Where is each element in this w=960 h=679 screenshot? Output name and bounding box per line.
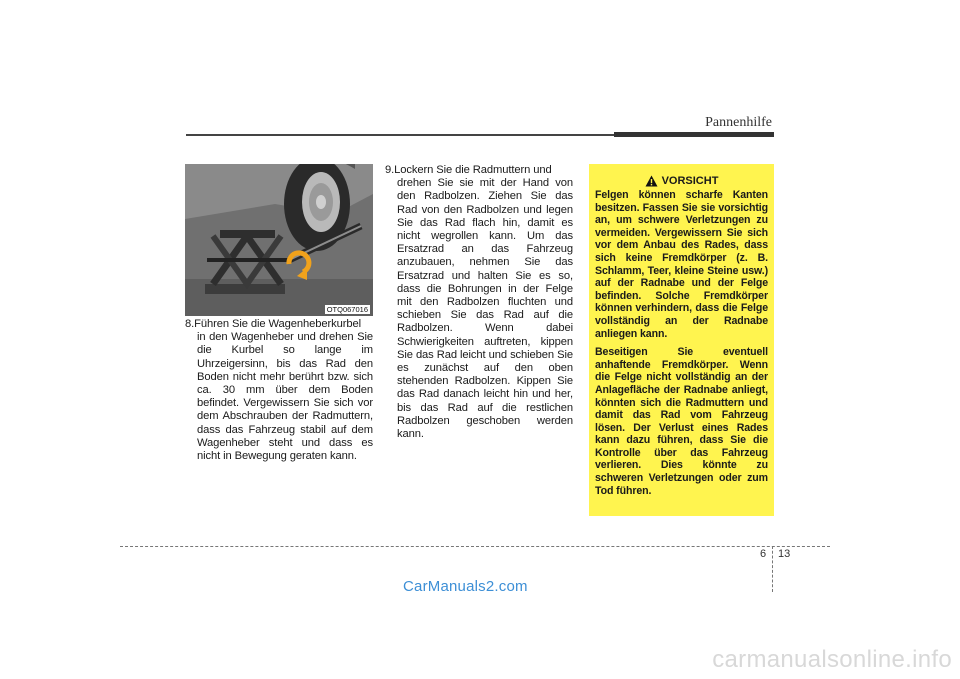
step-9-first-line: 9.Lockern Sie die Radmuttern und	[385, 164, 552, 176]
scissor-jack-icon	[205, 230, 289, 294]
step-9	[385, 164, 573, 441]
warning-paragraph: Felgen können scharfe Kanten besitzen. Fassen Sie sie vorsichtig an, um schwere Verletzungen zu vermeiden. Vergewissern Sie sich vor dem Anbau des Rades, dass sich keine Fremdkörper (z. B. Schlamm, Teer, kleine Steine usw.) auf der Radnabe und der Felge befinden. Solche Fremdkörper können verhindern, dass die Felge vollständig an der Radnabe anliegen kann.	[595, 189, 768, 340]
warning-box	[589, 164, 774, 516]
step-8-first-line: 8.Führen Sie die Wagenheberkurbel	[185, 318, 362, 330]
page-separator	[772, 546, 773, 592]
watermark-link[interactable]: CarManuals2.com	[403, 578, 528, 595]
warning-title: VORSICHT	[661, 175, 719, 187]
warning-triangle-icon	[645, 175, 658, 187]
step-9-number: 9.	[385, 164, 395, 176]
figure-code: OTQ067016	[326, 305, 368, 314]
warning-header	[595, 175, 768, 187]
page-chapter: 6	[760, 548, 767, 560]
step-8-text: in den Wagenheber und drehen Sie die Kurbel so lange im Uhrzeigersinn, bis das Rad den Boden nicht mehr berührt bzw. sich ca. 30 mm über dem Boden befindet. Vergewissern Sie sich vor dem Abschrauben der Radmuttern, dass das Fahrzeug stabil auf dem Wagenheber steht und dass es nicht in Bewegung geraten kann.	[197, 331, 373, 463]
step-8-number: 8.	[185, 318, 195, 330]
step-8	[185, 318, 373, 463]
section-title: Pannenhilfe	[705, 115, 772, 130]
header-rule-accent	[614, 132, 774, 137]
step-9-text: drehen Sie sie mit der Hand von den Radbolzen. Ziehen Sie das Rad von den Radbolzen und legen Sie das Rad flach hin, damit es nicht wegrollen kann. Um das Ersatzrad an das Fahrzeug anzubauen, nehmen Sie das Ersatzrad und halten Sie es so, dass die Bohrungen in der Felge mit den Radbolzen fluchten und schieben Sie das Rad auf die Radbolzen. Wenn dabei Schwierigkeiten auftreten, kippen Sie das Rad leicht und schieben Sie es zunächst auf den oben stehenden Radbolzen. Kippen Sie das Rad danach leicht hin und her, bis das Rad auf die restlichen Radbolzen geschoben werden kann.	[397, 177, 573, 441]
warning-paragraph: Beseitigen Sie eventuell anhaftende Fremdkörper. Wenn die Felge nicht vollständig an der Anlagefläche der Radnabe anliegt, könnten sich die Radmuttern und damit das Rad vom Fahrzeug lösen. Der Verlust eines Rades kann dazu führen, dass Sie die Kontrolle über das Fahrzeug verlieren. Dies könnte zu schweren Verletzungen oder zum Tod führen.	[595, 346, 768, 497]
bottom-site-watermark: carmanualsonline.info	[712, 646, 952, 673]
footer-rule	[120, 546, 830, 547]
jack-illustration	[185, 164, 373, 316]
page-number: 13	[778, 548, 791, 560]
